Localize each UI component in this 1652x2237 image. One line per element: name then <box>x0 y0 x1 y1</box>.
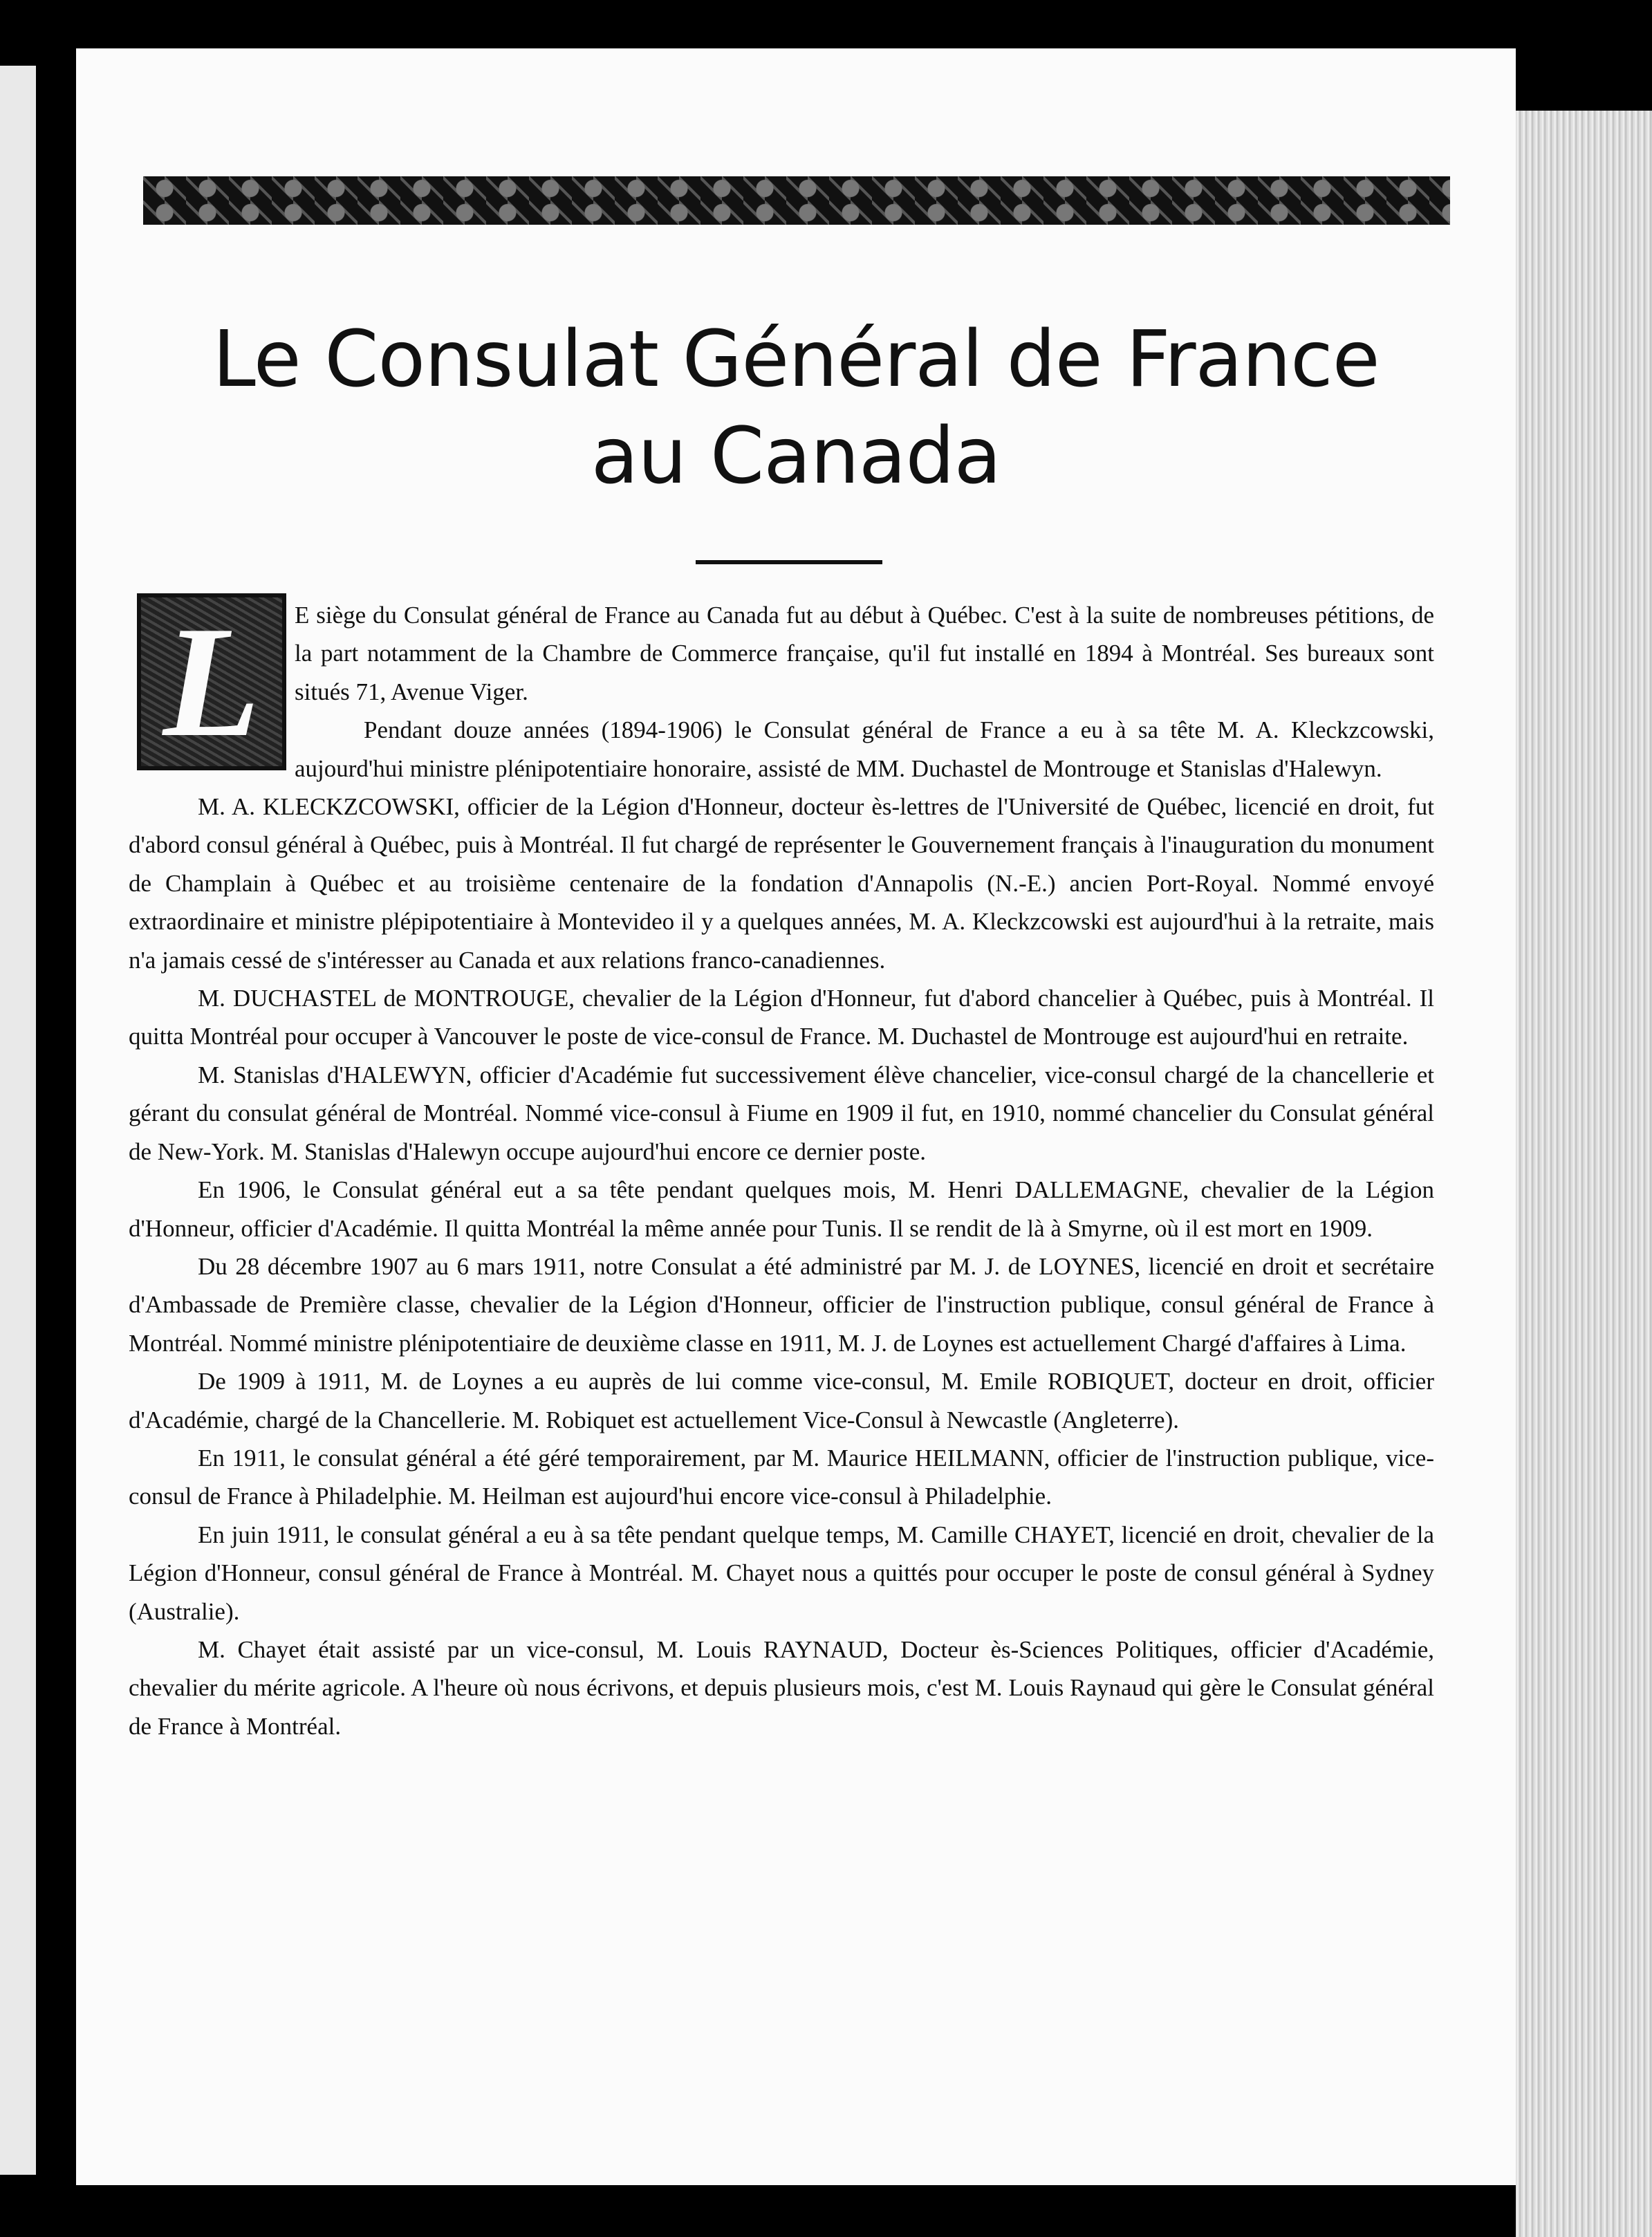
title-underline <box>696 560 882 564</box>
paragraph-8: De 1909 à 1911, M. de Loynes a eu auprès de lui comme vice-consul, M. Emile ROBIQUET, docteur en droit, officier d'Académie, chargé de la Chancellerie. M. Robiquet est actuellement Vice-Consul à Newcastle (Angleterre). <box>129 1368 1434 1433</box>
paragraph-7: Du 28 décembre 1907 au 6 mars 1911, notre Consulat a été administré par M. J. de LOYNES, licencié en droit et secrétaire d'Ambassade de Première classe, chevalier de la Légion d'Honneur, officier de l'instruction publique, consul général de France à Montréal. Nommé ministre plénipotentiaire de deuxième classe en 1911, M. J. de Loynes est actuellement Chargé d'affaires à Lima. <box>129 1252 1434 1357</box>
paragraph-11: M. Chayet était assisté par un vice-consul, M. Louis RAYNAUD, Docteur ès-Sciences Politiques, officier d'Académie, chevalier du mérite agricole. A l'heure où nous écrivons, et depuis plusieurs mois, c'est M. Louis Raynaud qui gère le Consulat général de France à Montréal. <box>129 1635 1434 1740</box>
drop-cap-spacer <box>129 596 295 751</box>
title-line-2: au Canada <box>591 411 1001 501</box>
title-line-1: Le Consulat Général de France <box>212 315 1380 405</box>
ornamental-header-border <box>143 176 1450 225</box>
page-title <box>76 311 1516 505</box>
paragraph-5: M. Stanislas d'HALEWYN, officier d'Académie fut successivement élève chancelier, vice-consul chargé de la chancellerie et gérant du consulat général de Montréal. Nommé vice-consul à Fiume en 1909 il fut, en 1910, nommé chancelier du Consulat général de New-York. M. Stanislas d'Halewyn occupe aujourd'hui encore ce dernier poste. <box>129 1061 1434 1165</box>
paragraph-4: M. DUCHASTEL de MONTROUGE, chevalier de la Légion d'Honneur, fut d'abord chancelier à Québec, puis à Montréal. Il quitta Montréal pour occuper à Vancouver le poste de vice-consul de France. M. Duchastel de Montrouge est aujourd'hui en retraite. <box>129 985 1434 1050</box>
paragraph-2: Pendant douze années (1894-1906) le Consulat général de France a eu à sa tête M. A. Kleckzcowski, aujourd'hui ministre plénipotentiaire honoraire, assisté de MM. Duchastel de Montrouge et Stanislas d'Halewyn. <box>295 716 1434 782</box>
paragraph-9: En 1911, le consulat général a été géré temporairement, par M. Maurice HEILMANN, officier de l'instruction publique, vice-consul de France à Philadelphie. M. Heilman est aujourd'hui encore vice-consul à Philadelphie. <box>129 1444 1434 1510</box>
document-page <box>76 48 1516 2185</box>
drop-cap-letter: L <box>163 593 261 770</box>
book-page-edges <box>1516 111 1652 2237</box>
adjacent-page-edge <box>0 66 36 2175</box>
paragraph-1: E siège du Consulat général de France au Canada fut au début à Québec. C'est à la suite de nombreuses pétitions, de la part notamment de la Chambre de Commerce française, qu'il fut installé en 1894 à Montréal. Ses bureaux sont situés 71, Avenue Viger. <box>295 602 1434 705</box>
paragraph-6: En 1906, le Consulat général eut a sa tête pendant quelques mois, M. Henri DALLEMAGNE, chevalier de la Légion d'Honneur, officier d'Académie. Il quitta Montréal la même année pour Tunis. Il se rendit de là à Smyrne, où il est mort en 1909. <box>129 1176 1434 1242</box>
article-body <box>129 593 1434 1745</box>
paragraph-3: M. A. KLECKZCOWSKI, officier de la Légion d'Honneur, docteur ès-lettres de l'Université de Québec, licencié en droit, fut d'abord consul général à Québec, puis à Montréal. Il fut chargé de représenter le Gouvernement français à l'inauguration du monument de Champlain à Québec et au troisième centenaire de la fondation d'Annapolis (N.-E.) ancien Port-Royal. Nommé envoyé extraordinaire et ministre plépipotentiaire à Montevideo il y a quelques années, M. A. Kleckzcowski est aujourd'hui à la retraite, mais n'a jamais cessé de s'intéresser au Canada et aux relations franco-canadiennes. <box>129 793 1434 974</box>
paragraph-10: En juin 1911, le consulat général a eu à sa tête pendant quelque temps, M. Camille CHAYET, licencié en droit, chevalier de la Légion d'Honneur, consul général de France à Montréal. M. Chayet nous a quittés pour occuper le poste de consul général à Sydney (Australie). <box>129 1521 1434 1625</box>
